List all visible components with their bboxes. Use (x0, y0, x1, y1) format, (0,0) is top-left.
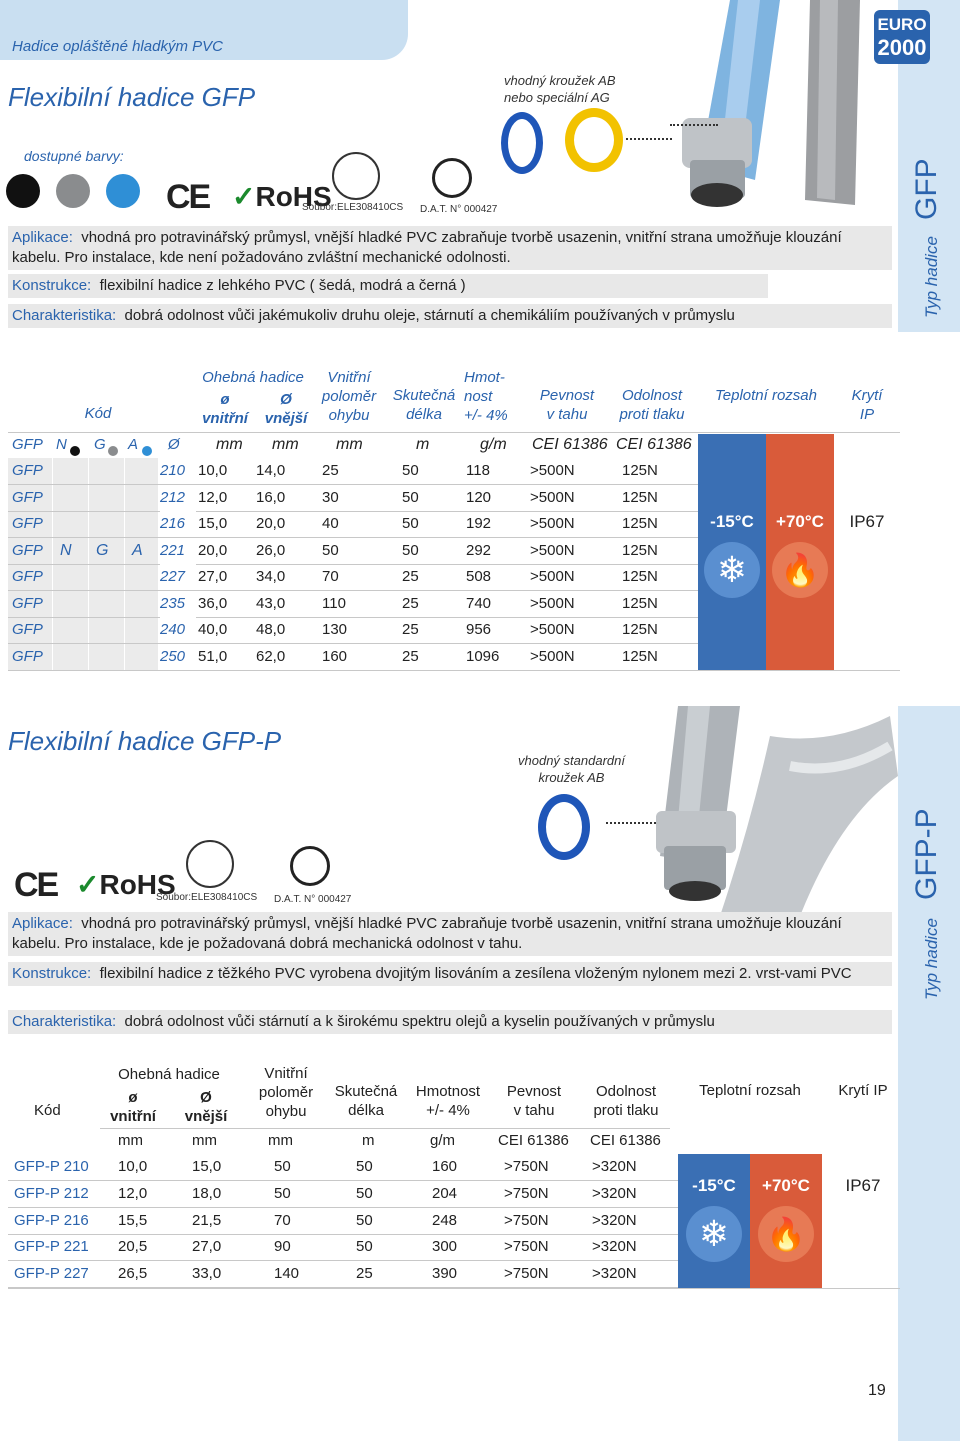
cell-pv: >750N (504, 1158, 549, 1175)
cell-vi: 10,0 (198, 462, 228, 479)
konstrukce-label: Konstrukce: (12, 965, 92, 982)
rina-seal-icon (186, 840, 234, 888)
row-code: 235 (160, 591, 196, 617)
cell-d: 25 (402, 568, 419, 585)
cell-h: 204 (432, 1184, 458, 1202)
cell-o: 125N (622, 594, 658, 612)
cell-ve: 27,0 (192, 1238, 222, 1256)
ce-mark-icon: CE (14, 866, 58, 904)
cell-pv: >500N (530, 488, 575, 506)
leader-line (606, 822, 656, 824)
gfp-charakteristika (8, 304, 892, 328)
category-tab (0, 0, 408, 60)
th-vnitrni-sym: ø (128, 1089, 138, 1106)
row-code: 227 (160, 564, 196, 590)
th-polomer-3: ohybu (328, 407, 370, 424)
th-pevnost (526, 386, 608, 424)
gfp-konstrukce (8, 274, 768, 298)
cell-vi: 51,0 (198, 647, 228, 665)
cell-h: 1096 (466, 647, 500, 665)
th-polomer-1: Vnitřní (327, 369, 371, 386)
side-type-gfp: GFP (910, 158, 943, 220)
th-polomer-2: poloměr (258, 1084, 314, 1101)
unit-pv: CEI 61386 (532, 436, 608, 453)
unit-ve: mm (192, 1132, 217, 1149)
row-prefix: GFP (12, 594, 43, 612)
th-hmot-3: +/- 4% (464, 407, 508, 424)
th-polomer-1: Vnitřní (264, 1065, 308, 1082)
table-row (8, 591, 698, 618)
cell-d: 25 (402, 647, 419, 665)
th-polomer (246, 1064, 326, 1121)
row-prefix: GFP (12, 621, 43, 638)
cell-vi: 36,0 (198, 594, 228, 612)
leader-line (626, 138, 672, 140)
units-row (198, 432, 698, 458)
gfp-hose-image (660, 0, 898, 230)
cell-ve: 20,0 (256, 515, 286, 532)
unit-vi: mm (216, 436, 243, 453)
table-row (8, 511, 698, 538)
gfp-ring-note (504, 72, 616, 106)
th-kryti-1: Krytí (851, 387, 883, 404)
row-prefix: GFP (12, 462, 43, 479)
cell-o: 125N (622, 462, 658, 479)
table-row (8, 564, 698, 591)
rohs-icon: ✓RoHS (232, 181, 332, 212)
colors-label: dostupné barvy: (24, 148, 124, 164)
unit-o: CEI 61386 (590, 1132, 661, 1149)
cell-r: 50 (322, 541, 339, 559)
cell-pv: >500N (530, 541, 575, 559)
rohs-icon: ✓RoHS (76, 869, 176, 900)
th-odolnost-2: proti tlaku (619, 406, 685, 423)
cell-vi: 15,5 (118, 1211, 148, 1229)
temp-low-cell (698, 434, 766, 670)
side-label-gfpp: Typ hadice (922, 918, 941, 1000)
cell-h: 956 (466, 621, 492, 638)
th-ohebna: Ohebná hadice (118, 1066, 220, 1083)
logo-line1: EURO (877, 15, 927, 34)
cell-r: 90 (274, 1238, 291, 1256)
unit-h: g/m (430, 1132, 456, 1149)
temp-low-value: -15°C (692, 1176, 736, 1195)
cell-pv: >500N (530, 594, 575, 612)
ring-note-line1: vhodný standardní (518, 753, 625, 768)
snowflake-icon: ❄ (686, 1206, 742, 1262)
temp-high-value: +70°C (762, 1176, 810, 1195)
ce-mark-icon: CE (166, 178, 210, 216)
th-hmot (464, 368, 520, 425)
cell-pv: >750N (504, 1211, 549, 1229)
charakteristika-label: Charakteristika: (12, 1013, 117, 1030)
th-odolnost-2: proti tlaku (593, 1102, 659, 1119)
cell-r: 70 (322, 568, 339, 585)
cell-r: 50 (274, 1184, 291, 1202)
cell-ve: 34,0 (256, 568, 286, 585)
th-delka-2: délka (406, 406, 442, 423)
cell-r: 70 (274, 1211, 291, 1229)
th-delka-1: Skutečná (392, 387, 456, 404)
cell-ve: 43,0 (256, 594, 286, 612)
cell-d: 25 (356, 1265, 373, 1283)
row-prefix: GFP (12, 541, 43, 559)
cell-h: 390 (432, 1265, 458, 1283)
side-label-gfp: Typ hadice (922, 236, 941, 318)
gfp-cert-file: Soubor:ELE308410CS (302, 202, 404, 213)
color-code-a: A (132, 542, 143, 559)
row-code: 250 (160, 644, 196, 670)
unit-h: g/m (480, 436, 507, 453)
cell-o: 125N (622, 515, 658, 532)
cell-o: 125N (622, 621, 658, 638)
cell-vi: 12,0 (118, 1184, 148, 1202)
th-hmot (408, 1082, 488, 1120)
cell-ve: 26,0 (256, 541, 286, 559)
table-row (8, 617, 698, 644)
code-part-n: N (56, 436, 67, 453)
cell-ve: 18,0 (192, 1184, 222, 1202)
table-row (8, 644, 698, 671)
ring-ab-blue-icon (538, 794, 590, 860)
cell-h: 508 (466, 568, 492, 585)
dot-blue-icon (142, 446, 152, 456)
imq-seal-icon (290, 846, 330, 886)
cell-vi: 27,0 (198, 568, 228, 585)
th-vnejsi-sym: Ø (280, 391, 292, 408)
row-code: GFP-P 227 (14, 1265, 89, 1283)
color-swatch-gray (56, 174, 90, 208)
gfp-cert-dat: D.A.T. N° 000427 (420, 204, 498, 215)
row-code: 216 (160, 511, 196, 537)
row-code: GFP-P 212 (14, 1184, 89, 1202)
cell-r: 130 (322, 621, 348, 638)
code-part-g: G (94, 436, 106, 453)
cell-h: 248 (432, 1211, 458, 1229)
th-kod: Kód (84, 405, 112, 422)
th-kryti-2: IP (859, 406, 875, 423)
page-number: 19 (868, 1382, 886, 1399)
unit-r: mm (268, 1132, 293, 1149)
temp-high-cell (766, 434, 834, 670)
gfpp-ring-note (518, 752, 625, 786)
th-hmot-1: Hmot- (464, 369, 505, 386)
charakteristika-text: dobrá odolnost vůči jakémukoliv druhu oleje, stárnutí a chemikáliím používaných v průmyslu (124, 307, 735, 324)
aplikace-text: vhodná pro potravinářský průmysl, vnější hladké PVC zabraňuje tvorbě usazenin, vnitřní strana umožňuje klouzání kabelu. Pro instalace, kde je požadovaná dobrá mechanická odolnost v tahu. (12, 915, 842, 952)
row-code: 221 (160, 538, 196, 564)
cell-d: 50 (402, 462, 419, 479)
gfpp-charakteristika (8, 1010, 892, 1034)
gfp-table (8, 364, 900, 672)
table-row (8, 485, 698, 512)
cell-o: >320N (592, 1184, 637, 1202)
th-vnejsi (174, 1088, 238, 1126)
temp-high-value: +70°C (776, 512, 824, 531)
cell-r: 25 (322, 462, 339, 479)
row-code: GFP-P 221 (14, 1238, 89, 1256)
konstrukce-label: Konstrukce: (12, 277, 92, 294)
cell-pv: >500N (530, 462, 575, 479)
unit-r: mm (336, 436, 363, 453)
color-swatch-black (6, 174, 40, 208)
th-pevnost-2: v tahu (513, 1102, 555, 1119)
dot-black-icon (70, 446, 80, 456)
ring-ab-blue-icon (501, 112, 543, 174)
cell-vi: 20,0 (198, 541, 228, 559)
ring-note-line2: kroužek AB (538, 770, 605, 785)
th-hmot-1: Hmotnost (415, 1083, 481, 1100)
code-part-dia: Ø (168, 436, 180, 453)
row-prefix: GFP (12, 515, 43, 532)
th-vnejsi-label: vnější (184, 1108, 228, 1125)
th-vnejsi-sym: Ø (200, 1089, 212, 1106)
table-row (8, 1261, 678, 1288)
th-odolnost (582, 1082, 670, 1120)
th-delka (326, 1082, 406, 1120)
cell-r: 140 (274, 1265, 300, 1283)
row-prefix: GFP (12, 568, 43, 585)
th-pevnost-2: v tahu (546, 406, 588, 423)
th-vnitrni-sym: ø (220, 391, 230, 408)
gfp-title: Flexibilní hadice GFP (8, 82, 256, 112)
code-part-gfp: GFP (12, 436, 43, 453)
cell-o: 125N (622, 541, 658, 559)
cell-h: 160 (432, 1158, 458, 1175)
cell-h: 740 (466, 594, 492, 612)
cell-h: 300 (432, 1238, 458, 1256)
cell-pv: >750N (504, 1238, 549, 1256)
cell-pv: >500N (530, 647, 575, 665)
cell-vi: 15,0 (198, 515, 228, 532)
cell-pv: >500N (530, 515, 575, 532)
gfpp-cert-file: Soubor:ELE308410CS (156, 892, 258, 903)
row-code: GFP-P 210 (14, 1158, 89, 1175)
unit-o: CEI 61386 (616, 436, 692, 453)
row-prefix: GFP (12, 488, 43, 506)
cell-o: >320N (592, 1211, 637, 1229)
gfpp-table (8, 1062, 900, 1290)
table-row (8, 1208, 678, 1235)
ring-ag-yellow-icon (565, 108, 623, 172)
snowflake-icon: ❄ (704, 542, 760, 598)
row-code: GFP-P 216 (14, 1211, 89, 1229)
table-row (8, 1234, 678, 1261)
cell-o: 125N (622, 647, 658, 665)
table-row (8, 1154, 678, 1181)
cell-ve: 14,0 (256, 462, 286, 479)
cell-ve: 15,0 (192, 1158, 222, 1175)
gfpp-konstrukce (8, 962, 892, 986)
gfpp-hose-image (650, 706, 898, 916)
th-pevnost-1: Pevnost (506, 1083, 562, 1100)
aplikace-label: Aplikace: (12, 915, 73, 932)
temp-low-cell (678, 1154, 750, 1288)
ip-value: IP67 (845, 1176, 881, 1195)
cell-pv: >750N (504, 1265, 549, 1283)
cell-r: 50 (274, 1158, 291, 1175)
th-delka-2: délka (348, 1102, 384, 1119)
th-vnitrni (198, 390, 252, 428)
th-kod: Kód (34, 1102, 61, 1119)
cell-d: 50 (356, 1184, 373, 1202)
color-code-n: N (60, 542, 72, 559)
gfpp-title: Flexibilní hadice GFP-P (8, 726, 282, 756)
table-row (8, 538, 698, 565)
th-vnitrni (100, 1088, 166, 1126)
cell-h: 120 (466, 488, 492, 506)
cell-pv: >500N (530, 568, 575, 585)
th-teplota: Teplotní rozsah (699, 1082, 801, 1099)
cell-ve: 33,0 (192, 1265, 222, 1283)
th-polomer (314, 368, 384, 425)
cell-ve: 62,0 (256, 647, 286, 665)
cell-o: 125N (622, 568, 658, 585)
cell-pv: >500N (530, 621, 575, 638)
th-polomer-3: ohybu (265, 1103, 307, 1120)
cell-h: 192 (466, 515, 492, 532)
cell-vi: 40,0 (198, 621, 228, 638)
row-code: 240 (160, 617, 196, 643)
units-row (100, 1128, 680, 1154)
table-bottom-line (8, 670, 900, 671)
unit-vi: mm (118, 1132, 143, 1149)
unit-d: m (362, 1132, 375, 1149)
unit-d: m (416, 436, 430, 453)
temp-high-cell (750, 1154, 822, 1288)
cell-r: 30 (322, 488, 339, 506)
rina-seal-icon (332, 152, 380, 200)
row-code: 212 (160, 485, 196, 511)
gfpp-cert-dat: D.A.T. N° 000427 (274, 894, 352, 905)
th-hmot-2: +/- 4% (426, 1102, 470, 1119)
ip-value: IP67 (849, 512, 885, 531)
cell-r: 40 (322, 515, 339, 532)
table-row (8, 458, 698, 485)
logo-line2: 2000 (877, 35, 927, 60)
flame-icon: 🔥 (772, 542, 828, 598)
th-teplota: Teplotní rozsah (714, 387, 817, 404)
cell-ve: 48,0 (256, 621, 286, 638)
th-pevnost (492, 1082, 576, 1120)
cell-o: 125N (622, 488, 658, 506)
cell-vi: 10,0 (118, 1158, 148, 1175)
row-code: 210 (160, 458, 196, 484)
th-vnejsi-label: vnější (264, 410, 308, 427)
th-odolnost (612, 386, 692, 424)
th-vnejsi (258, 390, 314, 428)
th-ohebna: Ohebná hadice (202, 369, 304, 386)
category-title: Hadice opláštěné hladkým PVC (12, 38, 223, 55)
unit-ve: mm (272, 436, 299, 453)
color-code-g: G (96, 542, 109, 559)
code-part-a: A (128, 436, 139, 453)
charakteristika-text: dobrá odolnost vůči stárnutí a k širokému spektru olejů a kyselin používaných v průmyslu (124, 1013, 715, 1030)
th-polomer-2: poloměr (321, 388, 377, 405)
dot-gray-icon (108, 446, 118, 456)
ring-note-line1: vhodný kroužek AB (504, 73, 616, 88)
cell-o: >320N (592, 1265, 637, 1283)
cell-d: 50 (402, 541, 419, 559)
color-swatch-blue (106, 174, 140, 208)
th-hmot-2: nost (464, 388, 493, 405)
flame-icon: 🔥 (758, 1206, 814, 1262)
cell-d: 50 (402, 488, 419, 506)
ring-note-line2: nebo speciální AG (504, 90, 610, 105)
cell-o: >320N (592, 1238, 637, 1256)
th-kryti (834, 386, 900, 424)
th-pevnost-1: Pevnost (539, 387, 595, 404)
cell-o: >320N (592, 1158, 637, 1175)
th-vnitrni-label: vnitřní (110, 1108, 156, 1125)
cell-r: 110 (322, 594, 346, 612)
cell-d: 25 (402, 621, 419, 638)
cell-vi: 26,5 (118, 1265, 148, 1283)
row-prefix: GFP (12, 647, 43, 665)
cell-h: 118 (466, 462, 490, 479)
aplikace-label: Aplikace: (12, 229, 73, 246)
cell-ve: 21,5 (192, 1211, 222, 1229)
th-vnitrni-label: vnitřní (202, 410, 248, 427)
imq-seal-icon (432, 158, 472, 198)
th-delka-1: Skutečná (334, 1083, 398, 1100)
gfpp-aplikace (8, 912, 892, 956)
side-type-gfpp: GFP-P (910, 808, 943, 900)
table-row (8, 1181, 678, 1208)
cell-d: 25 (402, 594, 419, 612)
cell-h: 292 (466, 541, 492, 559)
cell-pv: >750N (504, 1184, 549, 1202)
cell-vi: 12,0 (198, 488, 228, 506)
cell-vi: 20,5 (118, 1238, 148, 1256)
cell-ve: 16,0 (256, 488, 286, 506)
unit-pv: CEI 61386 (498, 1132, 569, 1149)
th-odolnost-1: Odolnost (621, 387, 683, 404)
temp-low-value: -15°C (710, 512, 754, 531)
aplikace-text: vhodná pro potravinářský průmysl, vnější hladké PVC zabraňuje tvorbě usazenin, vnitřní strana umožňuje klouzání kabelu. Pro instalace, kde není požadováno zvláštní mechanické odolnosti. (12, 229, 842, 266)
th-odolnost-1: Odolnost (595, 1083, 657, 1100)
cell-d: 50 (356, 1158, 373, 1175)
table-bottom-line (8, 1288, 900, 1289)
th-kryti: Krytí IP (838, 1082, 888, 1099)
konstrukce-text: flexibilní hadice z těžkého PVC vyrobena dvojitým lisováním a zesílena vloženým nylonem mezi 2. vrst-vami PVC (99, 965, 852, 982)
cell-r: 160 (322, 647, 348, 665)
cell-d: 50 (356, 1211, 373, 1229)
cell-d: 50 (402, 515, 419, 532)
gfp-aplikace (8, 226, 892, 270)
charakteristika-label: Charakteristika: (12, 307, 117, 324)
leader-line-2 (670, 124, 718, 126)
th-delka (386, 386, 462, 424)
cell-d: 50 (356, 1238, 373, 1256)
konstrukce-text: flexibilní hadice z lehkého PVC ( šedá, modrá a černá ) (99, 277, 466, 294)
